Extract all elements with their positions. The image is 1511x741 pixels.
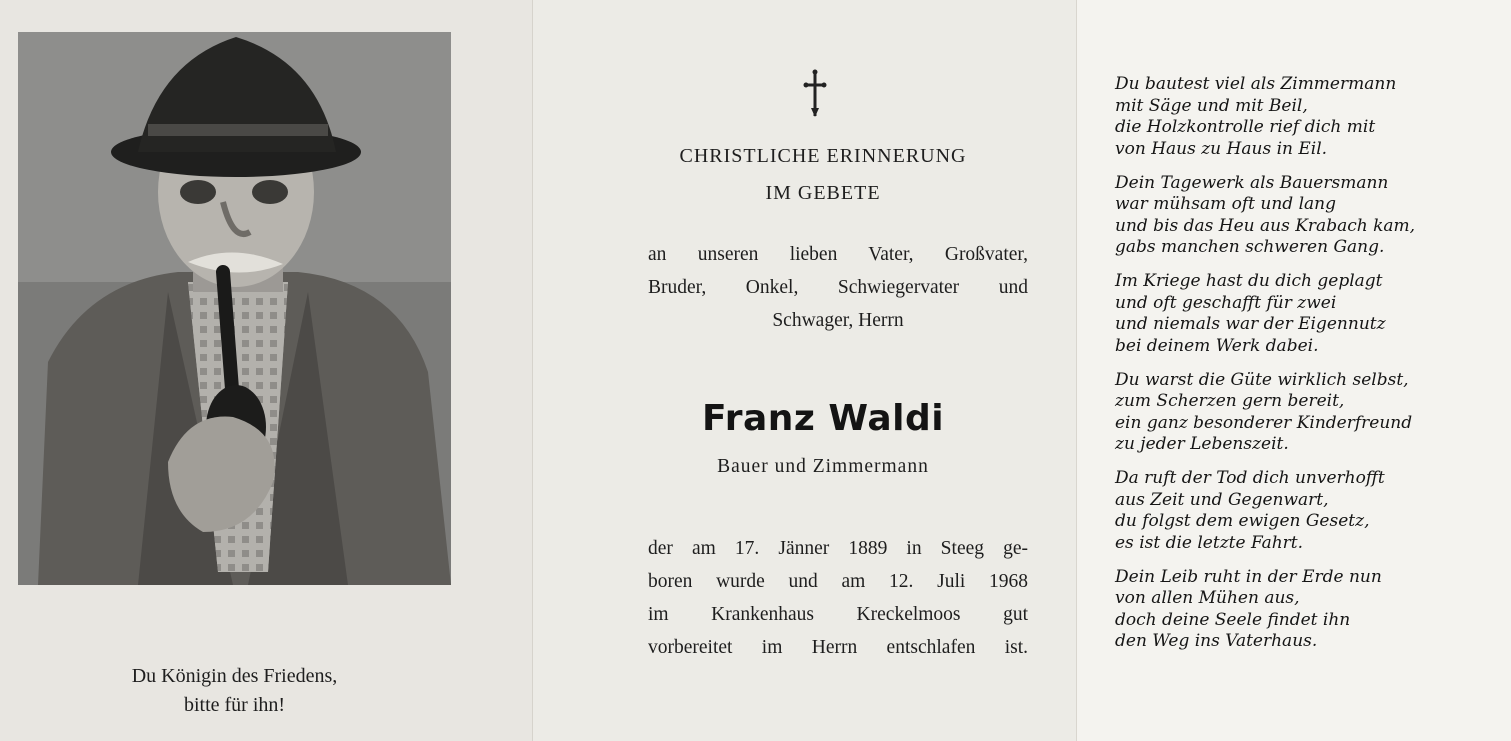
- intro-text: [648, 238, 1028, 337]
- intro-line-1: an unseren lieben Vater, Großvater,: [648, 244, 1028, 265]
- poem-line: doch deine Seele findet ihn: [1115, 609, 1351, 630]
- poem-line: zum Scherzen gern bereit,: [1115, 391, 1345, 411]
- prayer-caption-line-2: bitte für ihn!: [183, 694, 286, 716]
- poem-line: von allen Mühen aus,: [1115, 588, 1300, 608]
- intro-line-2: Bruder, Onkel, Schwiegervater und: [648, 277, 1028, 298]
- poem-stanza: [1115, 271, 1505, 357]
- heading-line-2: IM GEBETE: [765, 182, 881, 204]
- poem-line: zu jeder Lebenszeit.: [1115, 434, 1289, 454]
- memorial-poem: [1115, 74, 1505, 665]
- dates-line-1: der am 17. Jänner 1889 in Steeg ge-: [648, 538, 1028, 559]
- intro-line-3: Schwager, Herrn: [772, 310, 904, 331]
- dates-line-4: vorbereitet im Herrn entschlafen ist.: [648, 637, 1028, 658]
- prayer-caption-line-1: Du Königin des Friedens,: [131, 665, 338, 687]
- portrait-illustration: [18, 32, 451, 585]
- poem-line: Du bautest viel als Zimmermann: [1115, 74, 1397, 94]
- poem-line: und bis das Heu aus Krabach kam,: [1115, 215, 1416, 236]
- poem-line: Dein Leib ruht in der Erde nun: [1115, 566, 1382, 587]
- cross-icon: [803, 68, 827, 118]
- poem-line: und oft geschafft für zwei: [1115, 292, 1337, 313]
- poem-stanza: [1115, 468, 1505, 554]
- profession: Bauer und Zimmermann: [717, 456, 929, 477]
- deceased-name: Franz Waldi: [701, 398, 945, 439]
- dates-line-2: boren wurde und am 12. Juli 1968: [648, 571, 1028, 592]
- poem-stanza: [1115, 567, 1505, 653]
- poem-line: und niemals war der Eigennutz: [1115, 314, 1386, 334]
- middle-panel: [532, 0, 1076, 741]
- poem-stanza: [1115, 74, 1505, 160]
- poem-line: die Holzkontrolle rief dich mit: [1115, 117, 1376, 137]
- poem-stanza: [1115, 370, 1505, 456]
- poem-stanza: [1115, 173, 1505, 259]
- dates-line-3: im Krankenhaus Kreckelmoos gut: [648, 604, 1028, 625]
- poem-line: von Haus zu Haus in Eil.: [1115, 138, 1328, 159]
- poem-line: du folgst dem ewigen Gesetz,: [1115, 511, 1370, 531]
- poem-line: Da ruft der Tod dich unverhofft: [1115, 468, 1385, 488]
- heading-line-1: CHRISTLICHE ERINNERUNG: [679, 145, 967, 167]
- poem-line: war mühsam oft und lang: [1115, 194, 1336, 214]
- poem-line: Du warst die Güte wirklich selbst,: [1115, 369, 1409, 390]
- poem-line: bei deinem Werk dabei.: [1115, 335, 1319, 356]
- poem-line: ein ganz besonderer Kinderfreund: [1115, 412, 1413, 433]
- poem-line: gabs manchen schweren Gang.: [1115, 237, 1385, 257]
- right-panel: [1076, 0, 1511, 741]
- poem-line: den Weg ins Vaterhaus.: [1115, 631, 1318, 651]
- portrait-photo: [18, 32, 451, 585]
- poem-line: Im Kriege hast du dich geplagt: [1115, 271, 1383, 291]
- poem-line: es ist die letzte Fahrt.: [1115, 532, 1304, 553]
- poem-line: Dein Tagewerk als Bauersmann: [1115, 172, 1389, 193]
- dates-text: [648, 532, 1028, 664]
- poem-line: mit Säge und mit Beil,: [1115, 95, 1308, 116]
- poem-line: aus Zeit und Gegenwart,: [1115, 489, 1329, 510]
- prayer-caption: [18, 662, 451, 720]
- left-panel: [0, 0, 532, 741]
